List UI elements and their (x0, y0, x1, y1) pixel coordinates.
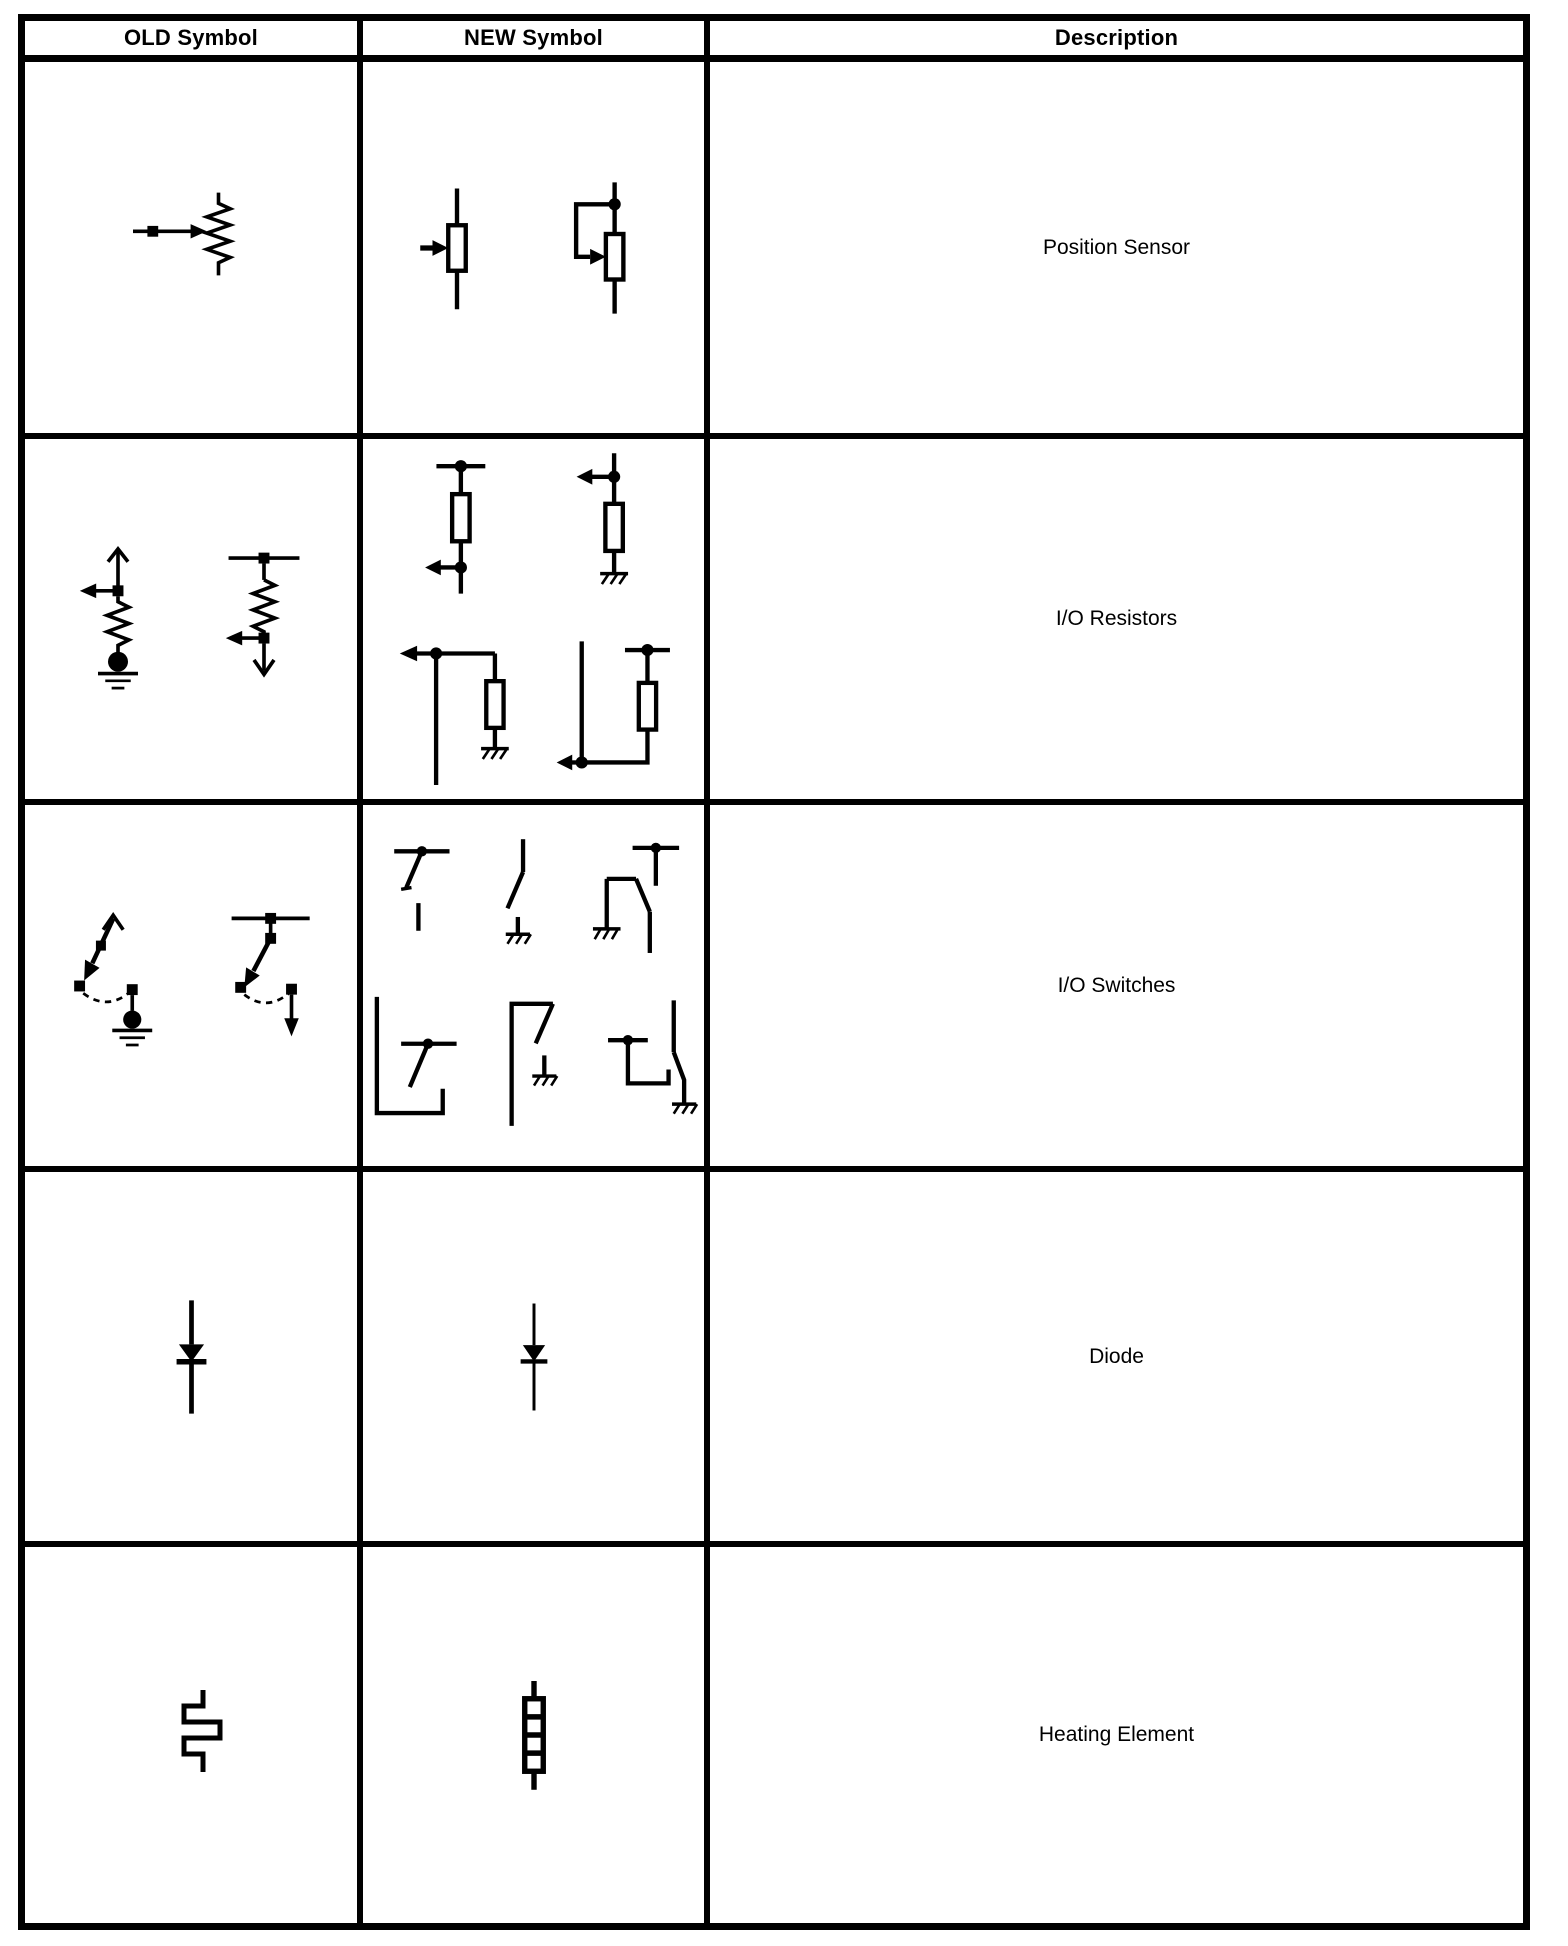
header-new-symbol-label: NEW Symbol (464, 25, 603, 50)
header-old-symbol-label: OLD Symbol (123, 25, 258, 50)
old-symbol-cell-heating-element (25, 1547, 363, 1923)
description-cell-io-resistors (710, 439, 1523, 805)
switch-open-from-rail-icon (382, 834, 460, 942)
description-cell-diode (710, 1172, 1523, 1547)
box-resistor-bus-left-to-ground-icon (391, 631, 521, 791)
switch-open-to-ground-icon (478, 834, 556, 955)
description-cell-io-switches (710, 805, 1523, 1172)
box-potentiometer-wiper-arrow-icon (413, 178, 501, 318)
description-cell-position-sensor (710, 62, 1523, 439)
segmented-box-heater-icon (507, 1677, 561, 1793)
symbol-legend-table (18, 14, 1530, 1930)
description-text: Diode (1089, 1344, 1144, 1368)
zigzag-resistor-top-rail-output-left-down-arrow-icon (214, 538, 314, 700)
box-resistor-rail-top-to-bus-output-icon (547, 631, 677, 791)
box-potentiometer-wiper-tied-to-top-lead-icon (541, 178, 655, 318)
description-cell-heating-element (710, 1547, 1523, 1923)
old-symbol-cell-io-switches (25, 805, 363, 1172)
switch-blade-from-rail-to-down-arrow-icon (208, 902, 326, 1070)
header-description-label: Description (1054, 25, 1179, 50)
switch-changeover-rail-and-ground-icon (574, 834, 686, 972)
new-symbol-cell-position-sensor (363, 62, 710, 439)
new-symbol-cell-io-switches (363, 805, 710, 1172)
description-text: Position Sensor (1042, 235, 1191, 259)
old-symbol-cell-io-resistors (25, 439, 363, 805)
switch-blade-up-arrow-to-ground-ball-icon (56, 904, 174, 1068)
old-symbol-cell-position-sensor (25, 62, 363, 439)
header-old-symbol (25, 21, 363, 62)
description-text: I/O Switches (1057, 973, 1176, 997)
diode-cathode-down-icon (164, 1294, 219, 1420)
new-symbol-cell-diode (363, 1172, 710, 1547)
switch-open-in-loop-icon (363, 990, 467, 1133)
box-resistor-rail-top-output-left-icon (412, 454, 508, 598)
header-description (710, 21, 1523, 62)
old-symbol-cell-diode (25, 1172, 363, 1547)
description-text: Heating Element (1038, 1723, 1195, 1746)
new-symbol-cell-heating-element (363, 1547, 710, 1923)
box-resistor-input-left-to-ground-icon (560, 448, 656, 605)
description-text: I/O Resistors (1055, 607, 1178, 630)
zigzag-resistor-up-arrow-output-left-ground-ball-icon (68, 538, 168, 700)
switch-open-loop-to-ground-icon (491, 990, 577, 1132)
zigzag-potentiometer-with-wiper-arrow-icon (124, 189, 259, 306)
header-new-symbol (363, 21, 710, 62)
switch-changeover-loop-and-ground-icon (601, 990, 705, 1137)
square-meander-heater-icon (146, 1680, 236, 1790)
diode-cathode-down-icon (508, 1294, 560, 1420)
new-symbol-cell-io-resistors (363, 439, 710, 805)
